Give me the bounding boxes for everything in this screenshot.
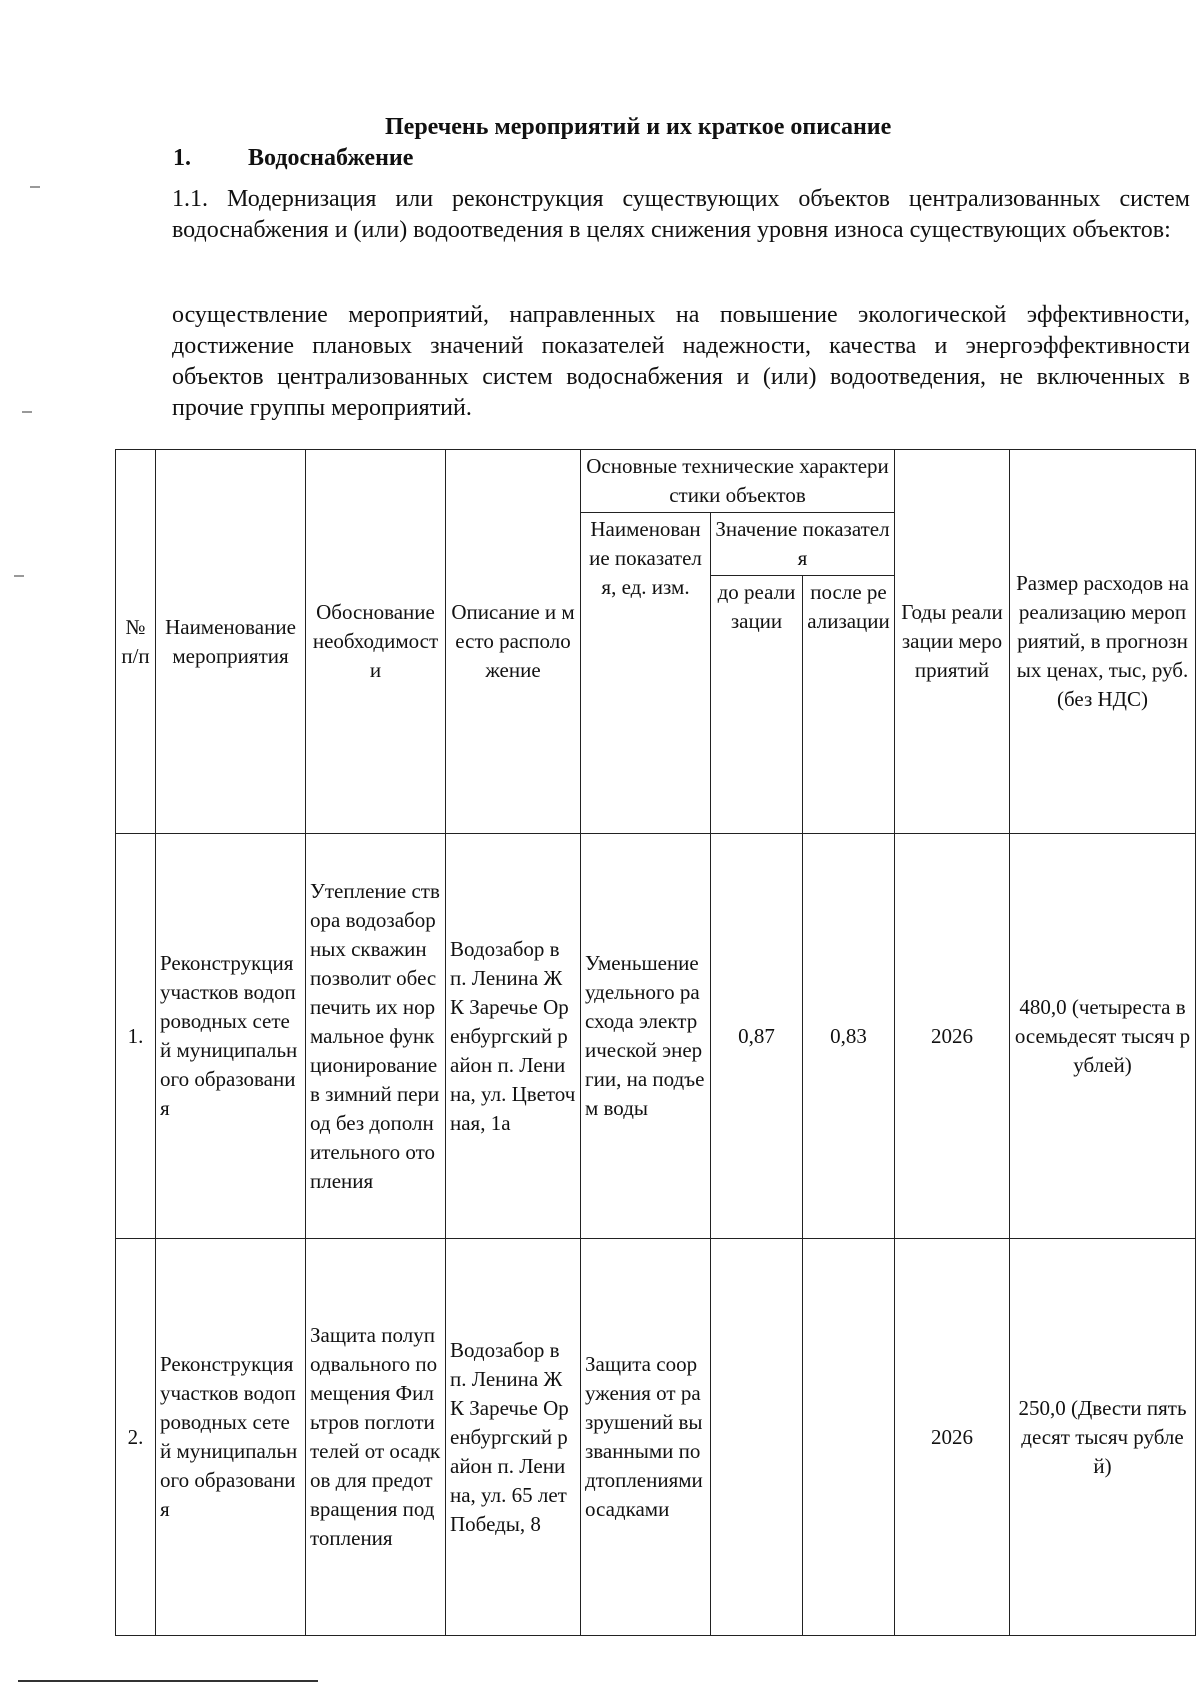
row-years: 2026 [895,1239,1010,1636]
row-years: 2026 [895,834,1010,1239]
table-row [116,1239,1196,1636]
row-reason: Утепление створа водозаборных скважин позволит обеспечить их нормальное функционирование в зимний период без дополнительного отопления [306,834,446,1239]
section-heading [173,145,413,172]
header-value: Значение показателя [711,513,895,576]
document-title: Перечень мероприятий и их краткое описание [385,114,892,140]
row-reason: Защита полуподвального помещения Фильтров поглотителей от осадков для предотвращения подтопления [306,1239,446,1636]
header-tech: Основные технические характеристики объектов [581,450,895,513]
row-cost: 250,0 (Двести пятьдесят тысяч рублей) [1010,1239,1196,1636]
section-number: 1. [173,145,191,171]
header-before: до реализации [711,576,803,834]
row-after: 0,83 [803,834,895,1239]
header-indicator: Наименование показателя, ед. изм. [581,513,711,834]
scan-mark [30,186,40,188]
footnote-rule [18,1680,318,1682]
scan-mark [14,575,24,577]
row-desc: Водозабор в п. Ленина ЖК Заречье Оренбургский район п. Ленина, ул. 65 лет Победы, 8 [446,1239,581,1636]
header-desc: Описание и место расположение [446,450,581,834]
header-years: Годы реализации мероприятий [895,450,1010,834]
table-row [116,834,1196,1239]
row-before [711,1239,803,1636]
row-cost: 480,0 (четыреста восемьдесят тысяч рублей) [1010,834,1196,1239]
paragraph-2: осуществление мероприятий, направленных на повышение экологической эффективности, достижение плановых значений показателей надежности, качества и энергоэффективности объектов централизованных систем водоснабжения и (или) водоотведения, не включенных в прочие группы мероприятий. [172,302,1190,421]
row-after [803,1239,895,1636]
row-num: 1. [116,834,156,1239]
row-name: Реконструкция участков водопроводных сетей муниципального образования [156,834,306,1239]
header-name: Наименование мероприятия [156,450,306,834]
header-num: № п/п [116,450,156,834]
row-num: 2. [116,1239,156,1636]
paragraph-1: 1.1. Модернизация или реконструкция существующих объектов централизованных систем водоснабжения и (или) водоотведения в целях снижения уровня износа существующих объектов: [172,186,1190,243]
row-name: Реконструкция участков водопроводных сетей муниципального образования [156,1239,306,1636]
header-after: после реализации [803,576,895,834]
row-before: 0,87 [711,834,803,1239]
header-reason: Обоснование необходимости [306,450,446,834]
row-indicator: Защита сооружения от разрушений вызванными подтоплениями осадками [581,1239,711,1636]
row-indicator: Уменьшение удельного расхода электрической энергии, на подъем воды [581,834,711,1239]
row-desc: Водозабор в п. Ленина ЖК Заречье Оренбургский район п. Ленина, ул. Цветочная, 1а [446,834,581,1239]
header-cost: Размер расходов на реализацию мероприятий, в прогнозных ценах, тыс, руб. (без НДС) [1010,450,1196,834]
section-title: Водоснабжение [248,145,414,171]
measures-table [115,449,1196,1636]
scan-mark [22,411,32,413]
